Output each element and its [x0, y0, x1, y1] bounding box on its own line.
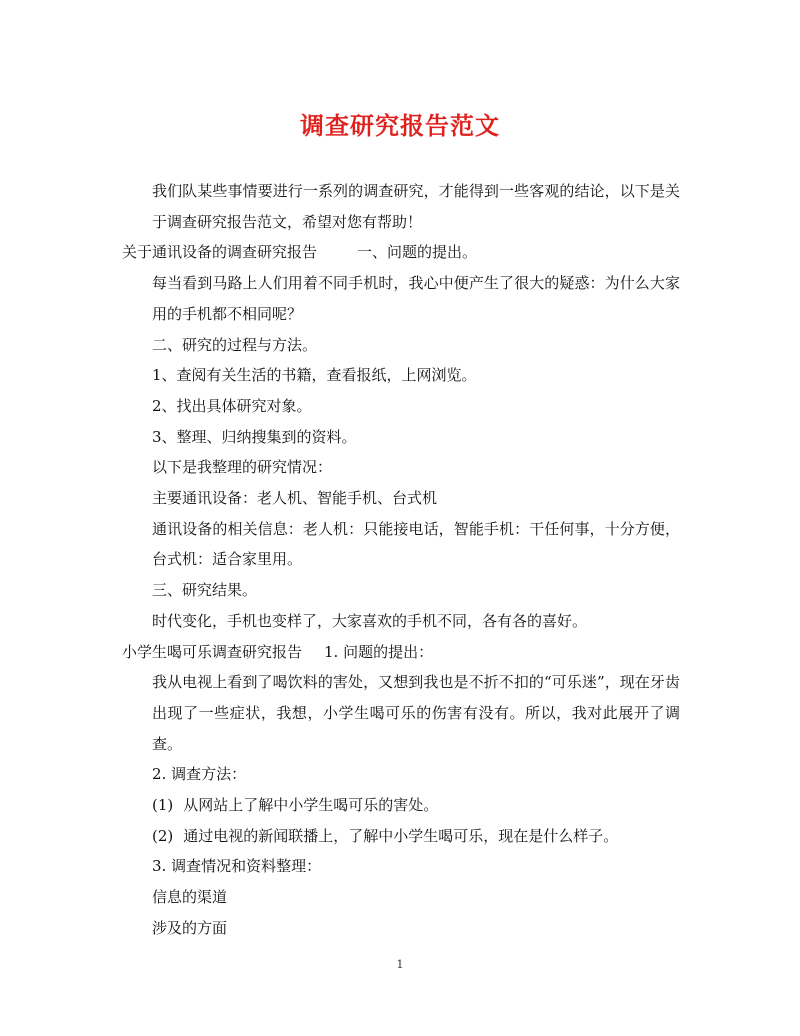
report2-q1-text: 我从电视上看到了喝饮料的害处，又想到我也是不折不扣的“可乐迷”，现在牙齿出现了一些症状，我想，小学生喝可乐的伤害有没有。所以，我对此展开了调查。 [152, 673, 680, 753]
method-list-item [122, 790, 680, 821]
report1-section1-label: 一、问题的提出。 [357, 243, 478, 262]
method-item: 2、找出具体研究对象。 [152, 396, 312, 415]
method-list-item [122, 821, 680, 852]
method-item: 3、整理、归纳搜集到的资料。 [152, 427, 357, 446]
report2-heading-line [122, 637, 680, 668]
report1-section3-label: 三、研究结果。 [152, 581, 258, 600]
report1-result: 时代变化，手机也变样了，大家喜欢的手机不同，各有各的喜好。 [152, 611, 588, 630]
list-number: (1) [152, 796, 174, 815]
table-row-label: 信息的渠道 [152, 888, 228, 907]
report1-section2-label: 二、研究的过程与方法。 [152, 335, 318, 354]
list-number: (2) [152, 826, 174, 845]
document-body [122, 176, 680, 944]
table-row-label: 涉及的方面 [152, 918, 228, 937]
report2-q3-label: 3. 调查情况和资料整理： [152, 857, 322, 876]
report2-heading: 小学生喝可乐调查研究报告 [122, 642, 303, 661]
intro-paragraph: 我们队某些事情要进行一系列的调查研究，才能得到一些客观的结论，以下是关于调查研究报告范文，希望对您有帮助！ [152, 182, 680, 231]
list-text: 通过电视的新闻联播上，了解中小学生喝可乐，现在是什么样子。 [183, 826, 619, 845]
list-text: 从网站上了解中小学生喝可乐的害处。 [183, 796, 439, 815]
method-item: 1、查阅有关生活的书籍，查看报纸，上网浏览。 [152, 366, 477, 385]
page-title: 调查研究报告范文 [300, 111, 500, 140]
device-info: 通讯设备的相关信息：老人机：只能接电话，智能手机：干任何事，十分方便，台式机：适合家里用。 [152, 519, 680, 569]
report1-section1-text: 每当看到马路上人们用着不同手机时，我心中便产生了很大的疑惑：为什么大家用的手机都不相同呢？ [152, 274, 680, 323]
report2-q2-label: 2. 调查方法： [152, 765, 247, 784]
page-number: 1 [396, 958, 404, 971]
report1-heading-line [122, 237, 680, 268]
report2-q1-label: 1. 问题的提出： [324, 642, 434, 661]
findings-intro: 以下是我整理的研究情况： [152, 458, 333, 477]
report1-heading: 关于通讯设备的调查研究报告 [122, 243, 318, 262]
main-devices: 主要通讯设备：老人机、智能手机、台式机 [152, 489, 438, 508]
